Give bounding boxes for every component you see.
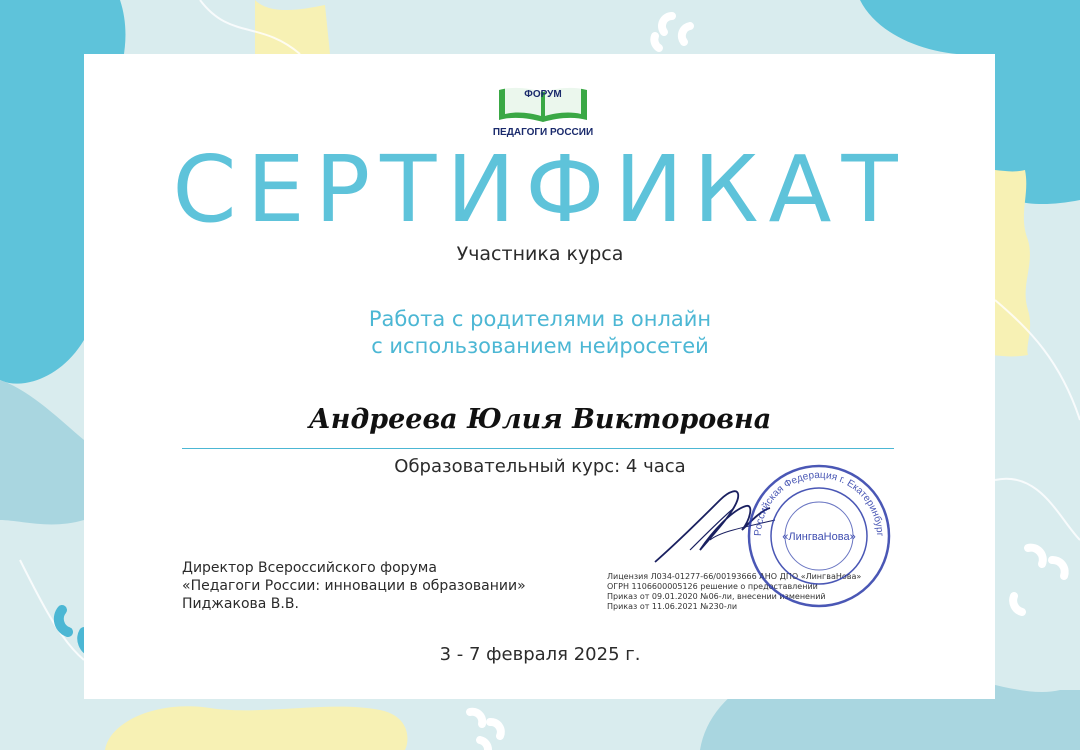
official-stamp	[745, 462, 893, 610]
certificate-subtitle: Участника курса	[456, 243, 624, 265]
course-title	[290, 306, 790, 360]
license-line-3: Приказ от 09.01.2020 №06-ли, внесении изменений	[607, 592, 826, 601]
license-line-2: ОГРН 1106600005126 решение о предоставлении	[607, 582, 818, 591]
course-type: Образовательный курс: 4 часа	[394, 456, 686, 477]
recipient-name: Андреева Юлия Викторовна	[308, 404, 772, 435]
signatory-line-2: «Педагоги России: инновации в образовании»	[182, 578, 526, 594]
license-line-4: Приказ от 11.06.2021 №230-ли	[607, 602, 738, 611]
signatory-block	[182, 559, 526, 613]
license-line-1: Лицензия Л034-01277-66/00193666 АНО ДПО «ЛингваНова»	[607, 572, 862, 581]
signatory-line-3: Пиджакова В.В.	[182, 596, 299, 612]
logo-top-text: ФОРУМ	[524, 89, 562, 100]
course-title-line-2: с использованием нейросетей	[371, 334, 709, 358]
stamp-center-text: «ЛингваНова»	[782, 531, 856, 543]
svg-text:Российская Федерация г. Екатер	[753, 470, 885, 537]
course-dates: 3 - 7 февраля 2025 г.	[439, 644, 641, 665]
stamp-ring-text: Российская Федерация г. Екатеринбург	[752, 469, 886, 537]
forum-logo	[493, 76, 593, 138]
certificate-title: СЕРТИФИКАТ	[172, 136, 908, 243]
signatory-line-1: Директор Всероссийского форума	[182, 560, 437, 576]
logo-bottom-text: ПЕДАГОГИ РОССИИ	[493, 127, 593, 138]
name-underline	[182, 448, 894, 449]
course-title-line-1: Работа с родителями в онлайн	[368, 307, 712, 331]
